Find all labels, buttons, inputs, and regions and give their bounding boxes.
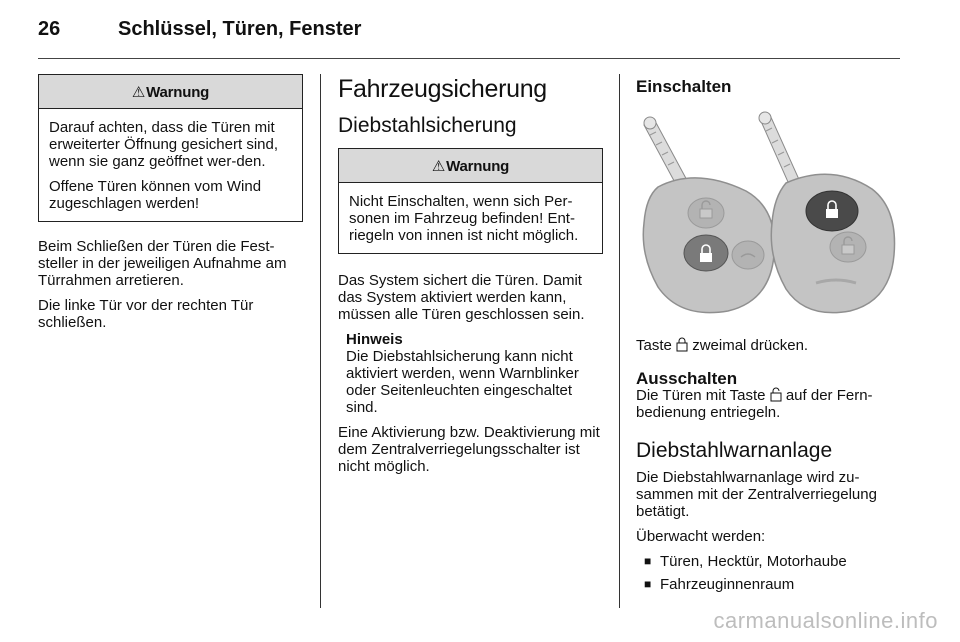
- note-title: Hinweis: [346, 331, 403, 348]
- body-paragraph: Eine Aktivierung bzw. Deaktivierung mit dem Zentralverriegelungsschalter ist nicht möglich.: [338, 424, 600, 475]
- warning-box: [38, 74, 303, 222]
- page-number: 26: [38, 18, 61, 40]
- running-title: Schlüssel, Türen, Fenster: [118, 18, 362, 40]
- warning-header: [39, 75, 302, 109]
- body-paragraph: Die Diebstahlwarnanlage wird zu-sammen mit der Zentralverriegelung betätigt.: [636, 469, 877, 520]
- column-middle: [338, 74, 603, 483]
- warning-box: [338, 148, 603, 254]
- warning-text: Darauf achten, dass die Türen mit erweiterter Öffnung gesichert sind, wenn sie ganz geöffnet wer-den.: [49, 119, 279, 170]
- section-heading: Fahrzeugsicherung: [338, 75, 547, 103]
- heading-diebstahlwarnanlage: Diebstahlwarnanlage: [636, 439, 833, 462]
- warning-text: Nicht Einschalten, wenn sich Per-sonen im Fahrzeug befinden! Ent-riegeln von innen ist nicht möglich.: [349, 193, 579, 244]
- body-paragraph: Die linke Tür vor der rechten Tür schließen.: [38, 297, 254, 331]
- warning-text: Offene Türen können vom Wind zugeschlagen werden!: [49, 178, 262, 212]
- warning-label: Warnung: [146, 84, 210, 101]
- note-text: Die Diebstahlsicherung kann nicht aktiviert werden, wenn Warnblinker oder Seitenleuchten eingeschaltet sind.: [346, 348, 579, 416]
- warning-triangle-icon: ⚠: [131, 84, 146, 101]
- subsection-heading: Diebstahlsicherung: [338, 114, 517, 137]
- monitored-label: Überwacht werden:: [636, 528, 766, 545]
- text-ausschalten: Die Türen mit Taste auf der Fern-bedienung entriegeln.: [636, 387, 873, 421]
- body-paragraph: Das System sichert die Türen. Damit das System aktiviert werden kann, müssen alle Türen geschlossen sein.: [338, 272, 585, 323]
- warning-body: [339, 183, 602, 253]
- key-fob-right: [771, 174, 894, 312]
- lock-icon: [676, 337, 688, 352]
- caption-einschalten: Taste zweimal drücken.: [636, 337, 809, 354]
- list-item: ■ Türen, Hecktür, Motorhaube: [636, 553, 902, 570]
- column-divider: [320, 74, 321, 608]
- unlock-icon: [770, 387, 782, 402]
- column-left: [38, 74, 303, 339]
- warning-triangle-icon: ⚠: [431, 158, 446, 175]
- page-header: [38, 18, 900, 62]
- note-block: [338, 331, 603, 416]
- monitored-list: [636, 553, 902, 593]
- key-fob-left: [643, 178, 774, 313]
- list-item: ■ Fahrzeuginnenraum: [636, 576, 902, 593]
- warning-label: Warnung: [446, 158, 510, 175]
- column-divider: [619, 74, 620, 608]
- column-right: [636, 74, 902, 599]
- warning-header: [339, 149, 602, 183]
- heading-ausschalten: Ausschalten: [636, 369, 738, 388]
- body-paragraph: Beim Schließen der Türen die Fest-steller in der jeweiligen Aufnahme am Türrahmen arretieren.: [38, 238, 287, 289]
- watermark: carmanualsonline.info: [713, 608, 938, 633]
- header-rule: [38, 58, 900, 59]
- warning-body: [39, 109, 302, 221]
- heading-einschalten: Einschalten: [636, 77, 732, 96]
- key-fob-illustration: [636, 105, 898, 327]
